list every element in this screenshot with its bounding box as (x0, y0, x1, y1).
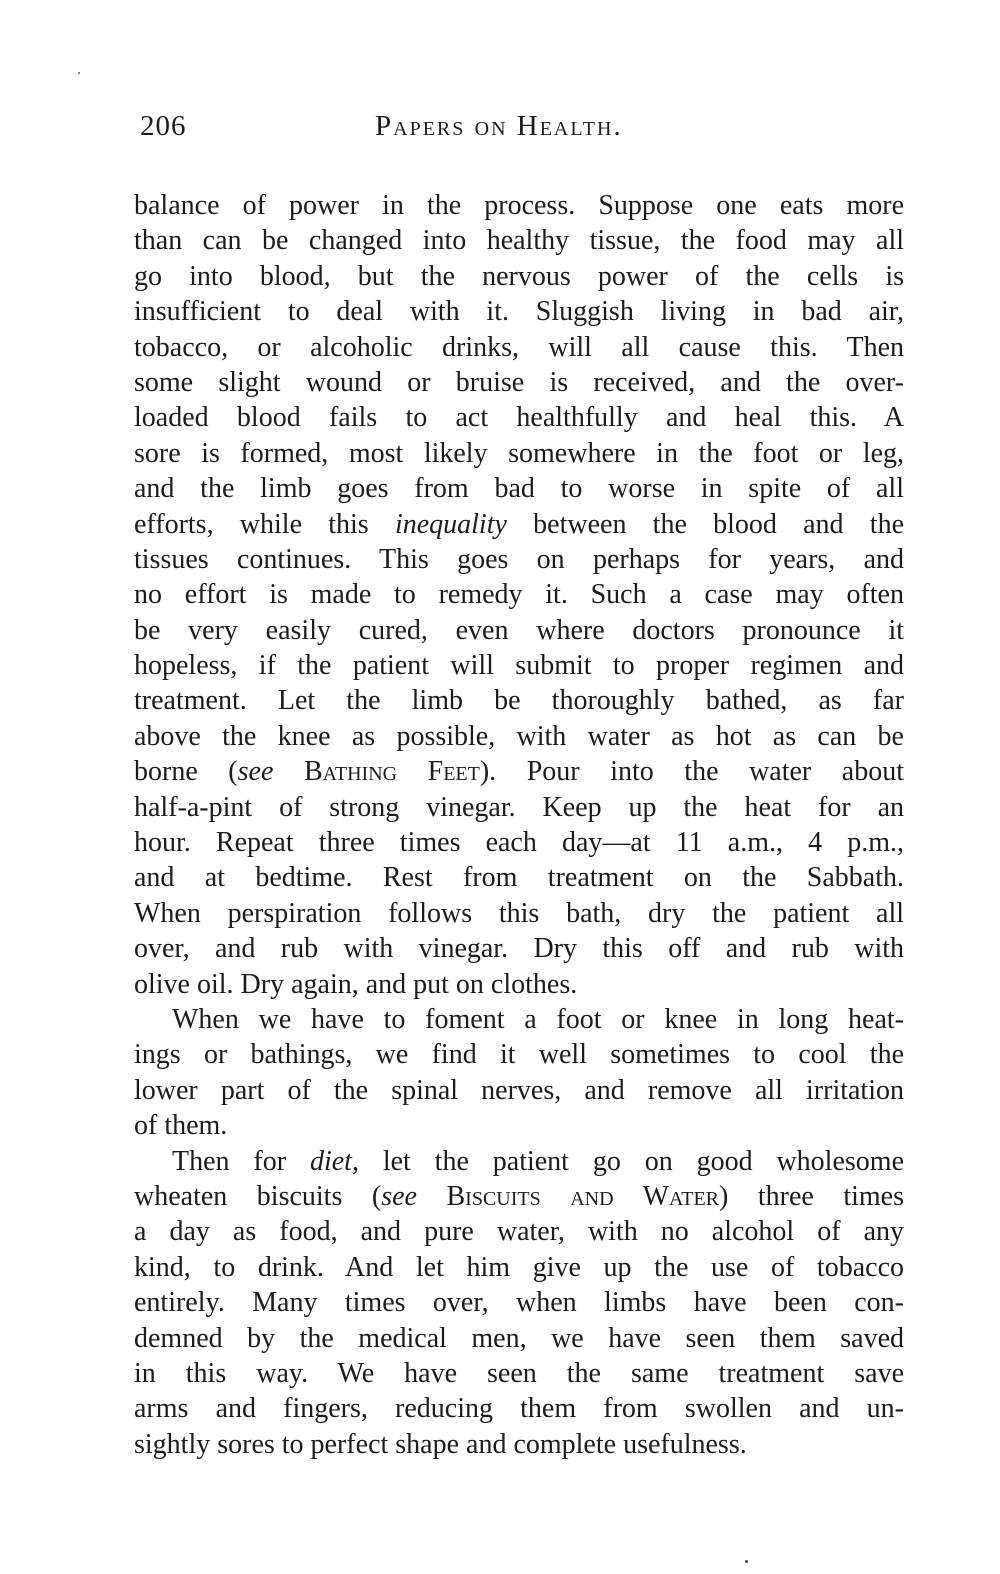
text-run: ). Pour into the water about (479, 756, 905, 788)
text-line (134, 1037, 904, 1072)
text-line (134, 1214, 904, 1249)
text-run: borne ( (134, 756, 238, 788)
italic-text: inequality (394, 508, 507, 540)
text-line (134, 719, 904, 754)
small-caps-reference: Biscuits and Water (446, 1180, 720, 1212)
text-line (134, 188, 904, 223)
text-line (134, 542, 904, 577)
text-run: demned by the medical men, we have seen them saved (134, 1322, 904, 1354)
text-run: ) three times (719, 1180, 904, 1212)
text-run: balance of power in the process. Suppose one eats more (134, 190, 904, 221)
text-line (134, 1144, 904, 1179)
text-line (134, 931, 904, 966)
text-run: insufficient to deal with it. Sluggish living in bad air, (134, 296, 904, 328)
text-run: tissues continues. This goes on perhaps for years, and (134, 543, 904, 575)
text-run: Then for (172, 1145, 310, 1177)
text-run: and at bedtime. Rest from treatment on the Sabbath. (134, 862, 904, 894)
text-line (134, 896, 904, 931)
text-run (273, 756, 304, 787)
text-run: go into blood, but the nervous power of the cells is (134, 260, 904, 292)
text-run: lower part of the spinal nerves, and remove all irritation (134, 1074, 904, 1106)
text-line (134, 1108, 904, 1143)
text-run: and the limb goes from bad to worse in spite of all (134, 473, 904, 505)
text-line (134, 648, 904, 683)
text-line (134, 967, 904, 1002)
text-line (134, 825, 904, 860)
text-run: olive oil. Dry again, and put on clothes. (134, 968, 578, 1000)
text-line (134, 1321, 904, 1356)
text-run: efforts, while this (134, 508, 395, 540)
page-header (140, 110, 910, 150)
text-run: sightly sores to perfect shape and complete usefulness. (134, 1428, 747, 1460)
text-run: be very easily cured, even where doctors pronounce it (134, 614, 904, 646)
text-run (417, 1181, 447, 1212)
text-line (134, 365, 904, 400)
text-run: hopeless, if the patient will submit to proper regimen and (134, 650, 904, 682)
text-run: over, and rub with vinegar. Dry this off and rub with (134, 933, 904, 965)
text-line (134, 330, 904, 365)
text-run: hour. Repeat three times each day—at 11 a.m., 4 p.m., (134, 827, 904, 859)
page-number: 206 (140, 110, 187, 142)
text-run: no effort is made to remedy it. Such a case may often (134, 579, 904, 611)
text-run: entirely. Many times over, when limbs have been con- (134, 1287, 904, 1319)
text-line (134, 1356, 904, 1391)
text-line (134, 223, 904, 258)
italic-text: diet (309, 1145, 352, 1177)
text-run: tobacco, or alcoholic drinks, will all cause this. Then (134, 331, 904, 363)
text-line (134, 1285, 904, 1320)
text-line (134, 1073, 904, 1108)
paragraph (134, 188, 904, 1002)
text-run: treatment. Let the limb be thoroughly bathed, as far (134, 685, 904, 717)
text-run: wheaten biscuits ( (134, 1180, 382, 1212)
text-line (134, 294, 904, 329)
text-line (134, 507, 904, 542)
text-line (134, 860, 904, 895)
text-run: than can be changed into healthy tissue, the food may all (134, 225, 904, 257)
text-run: When perspiration follows this bath, dry the patient all (134, 897, 904, 929)
text-run: kind, to drink. And let him give up the use of tobacco (134, 1251, 904, 1283)
text-run: ings or bathings, we find it well sometimes to cool the (134, 1039, 904, 1071)
text-run: When we have to foment a foot or knee in long heat- (172, 1003, 904, 1035)
text-run: arms and fingers, reducing them from swollen and un- (134, 1393, 904, 1425)
text-line (134, 683, 904, 718)
paragraph (134, 1144, 904, 1463)
italic-text: see (237, 756, 274, 788)
text-run: a day as food, and pure water, with no alcohol of any (134, 1216, 904, 1248)
text-run: above the knee as possible, with water as hot as can be (134, 720, 904, 752)
italic-text: see (381, 1180, 417, 1212)
text-line (134, 1391, 904, 1426)
text-run: half-a-pint of strong vinegar. Keep up the heat for an (134, 791, 904, 823)
running-head: Papers on Health. (375, 110, 623, 142)
text-line (134, 400, 904, 435)
text-run: loaded blood fails to act healthfully and heal this. A (134, 402, 904, 434)
text-line (134, 1250, 904, 1285)
page-speck (78, 72, 80, 74)
small-caps-reference: Bathing Feet (303, 756, 480, 788)
text-line (134, 790, 904, 825)
text-line (134, 754, 904, 789)
text-line (134, 471, 904, 506)
text-run: between the blood and the (506, 508, 904, 540)
text-line (134, 577, 904, 612)
page-speck-bottom (745, 1560, 748, 1563)
text-run: some slight wound or bruise is received, and the over- (134, 366, 904, 398)
text-run: in this way. We have seen the same treatment save (134, 1357, 904, 1389)
text-line (134, 613, 904, 648)
text-line (134, 259, 904, 294)
text-run: sore is formed, most likely somewhere in the foot or leg, (134, 437, 904, 469)
text-line (134, 1427, 904, 1462)
text-run: , let the patient go on good wholesome (351, 1145, 904, 1177)
text-line (134, 1179, 904, 1214)
text-run: of them. (134, 1110, 228, 1142)
text-line (134, 1002, 904, 1037)
paragraph (134, 1002, 904, 1144)
text-line (134, 436, 904, 471)
body-text (134, 188, 904, 1462)
